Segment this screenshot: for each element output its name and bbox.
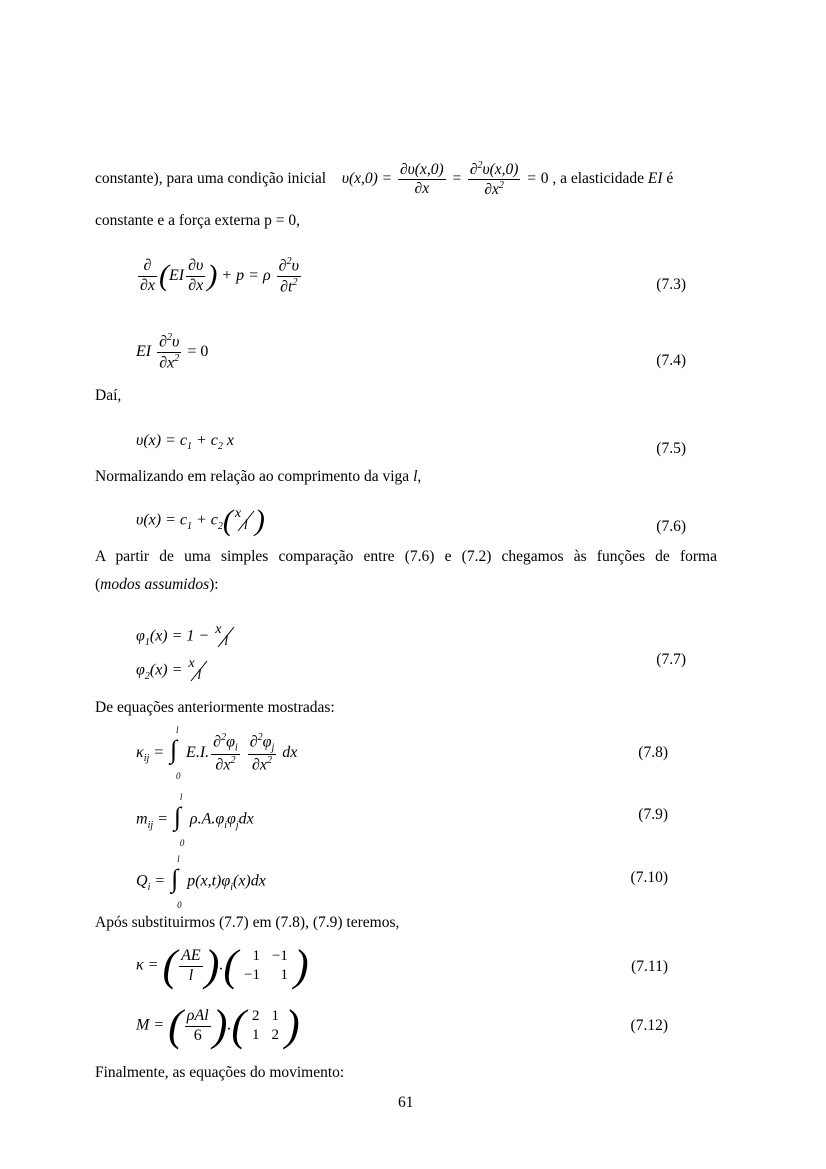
equation-7-12: M = ( $\frac{\text{ρAl}}{6}$ ).( 2 1 1 2 ) bbox=[136, 1001, 300, 1050]
equation-7-3: $\frac{\partial}{\partial x}$ (EI $\frac{\partial\upsilon}{\partial x}$ ) + p = ρ $\frac{\partial^2\upsilon}{\partial t^2}$ bbox=[140, 256, 299, 296]
paragraph-normalizando bbox=[95, 468, 421, 486]
paragraph-apos: Após substituirmos (7.7) em (7.8), (7.9) teremos, bbox=[95, 914, 400, 931]
matrix-kappa bbox=[238, 947, 294, 985]
text-initial-condition-right: , a elasticidade bbox=[552, 170, 644, 188]
equation-number-7-5: (7.5) bbox=[656, 440, 686, 457]
equation-7-7b: $\varphi_2(x)$ = x l bbox=[136, 658, 208, 684]
equation-7-9: $m_{ij}$ = l ∫ 0 $\rho.A.\varphi_i\varphi_jdx$ bbox=[136, 792, 254, 848]
matrix-mass-cell: 1 bbox=[271, 1008, 279, 1024]
paragraph-initial-condition bbox=[95, 160, 717, 199]
matrix-kappa-cell: −1 bbox=[271, 948, 288, 964]
fraction-d2v-dx2: $\frac{\partial^2\upsilon(x,0)}{\partial x^2}$ bbox=[469, 160, 519, 199]
text-e: é bbox=[666, 170, 674, 188]
text-l: l bbox=[413, 468, 418, 485]
text-ei: EI bbox=[647, 170, 663, 188]
equation-number-7-6: (7.6) bbox=[656, 518, 686, 535]
matrix-mass-cell: 2 bbox=[271, 1027, 279, 1043]
text-modos-assumidos: modos assumidos bbox=[100, 576, 210, 593]
inline-equation-initial-condition: υ(x,0) = $\frac{\partial\upsilon(x,0)}{\partial x}$ = $\frac{\partial^2\upsilon(x,0)}{\partial x^2}$ = 0 bbox=[341, 160, 549, 199]
paragraph-modos bbox=[95, 576, 219, 594]
text-comma: , bbox=[417, 468, 422, 485]
text-normalizando: Normalizando em relação ao comprimento da viga bbox=[95, 468, 410, 485]
equation-number-7-3: (7.3) bbox=[656, 276, 686, 293]
fraction-x-over-l: x l bbox=[233, 508, 255, 534]
equation-7-11: κ = ( $\frac{AE}{l}$ ).( 1 −1 −1 1 ) bbox=[136, 941, 309, 990]
equation-number-7-9: (7.9) bbox=[638, 806, 668, 823]
paragraph-equacoes: De equações anteriormente mostradas: bbox=[95, 699, 335, 716]
equation-7-4: EI $\frac{\partial^2\upsilon}{\partial x^2}$ = 0 bbox=[136, 332, 209, 372]
matrix-kappa-cell: 1 bbox=[280, 967, 288, 983]
paragraph-a-partir: A partir de uma simples comparação entre (7.6) e (7.2) chegamos às funções de forma bbox=[95, 548, 717, 565]
equation-number-7-12: (7.12) bbox=[630, 1017, 668, 1034]
equation-7-7a: $\varphi_1(x) = 1$ − x l bbox=[136, 624, 235, 650]
matrix-mass-cell: 1 bbox=[252, 1027, 260, 1043]
equation-number-7-10: (7.10) bbox=[630, 869, 668, 886]
paragraph-finalmente: Finalmente, as equações do movimento: bbox=[95, 1064, 345, 1081]
equation-7-6: $\upsilon(x) = c_1 + c_2$( x l ) bbox=[136, 504, 265, 537]
matrix-kappa-cell: 1 bbox=[252, 948, 260, 964]
text-initial-condition-left: constante), para uma condição inicial bbox=[95, 170, 327, 188]
matrix-mass-cell: 2 bbox=[252, 1008, 260, 1024]
equation-7-10: $Q_i$ = l ∫ 0 $p(x,t)\varphi_i(x)dx$ bbox=[136, 854, 266, 910]
page-number: 61 bbox=[398, 1094, 414, 1111]
matrix-mass bbox=[246, 1007, 285, 1045]
text-close-paren: ): bbox=[209, 576, 219, 593]
paragraph-constant-force: constante e a força externa p = 0, bbox=[95, 212, 300, 229]
equation-number-7-7: (7.7) bbox=[656, 651, 686, 668]
equation-7-8: $\kappa_{ij}$ = l ∫ 0 E.I. $\frac{\partial^2\varphi_i}{\partial x^2}$ $\frac{\partial^2\varphi_j}{\partial x^2}$ dx bbox=[136, 725, 298, 782]
equation-number-7-4: (7.4) bbox=[656, 352, 686, 369]
equation-number-7-11: (7.11) bbox=[631, 958, 668, 975]
fraction-dv-dx: $\frac{\partial\upsilon(x,0)}{\partial x}$ bbox=[400, 161, 444, 197]
fraction-d-dx: $\frac{\partial}{\partial x}$ bbox=[140, 257, 156, 294]
text-open-paren: ( bbox=[95, 576, 101, 593]
paragraph-dai: Daí, bbox=[95, 387, 122, 404]
equation-7-5: $\upsilon(x) = c_1 + c_2$ x bbox=[136, 432, 235, 453]
matrix-kappa-cell: −1 bbox=[244, 967, 260, 983]
equation-number-7-8: (7.8) bbox=[638, 744, 668, 761]
